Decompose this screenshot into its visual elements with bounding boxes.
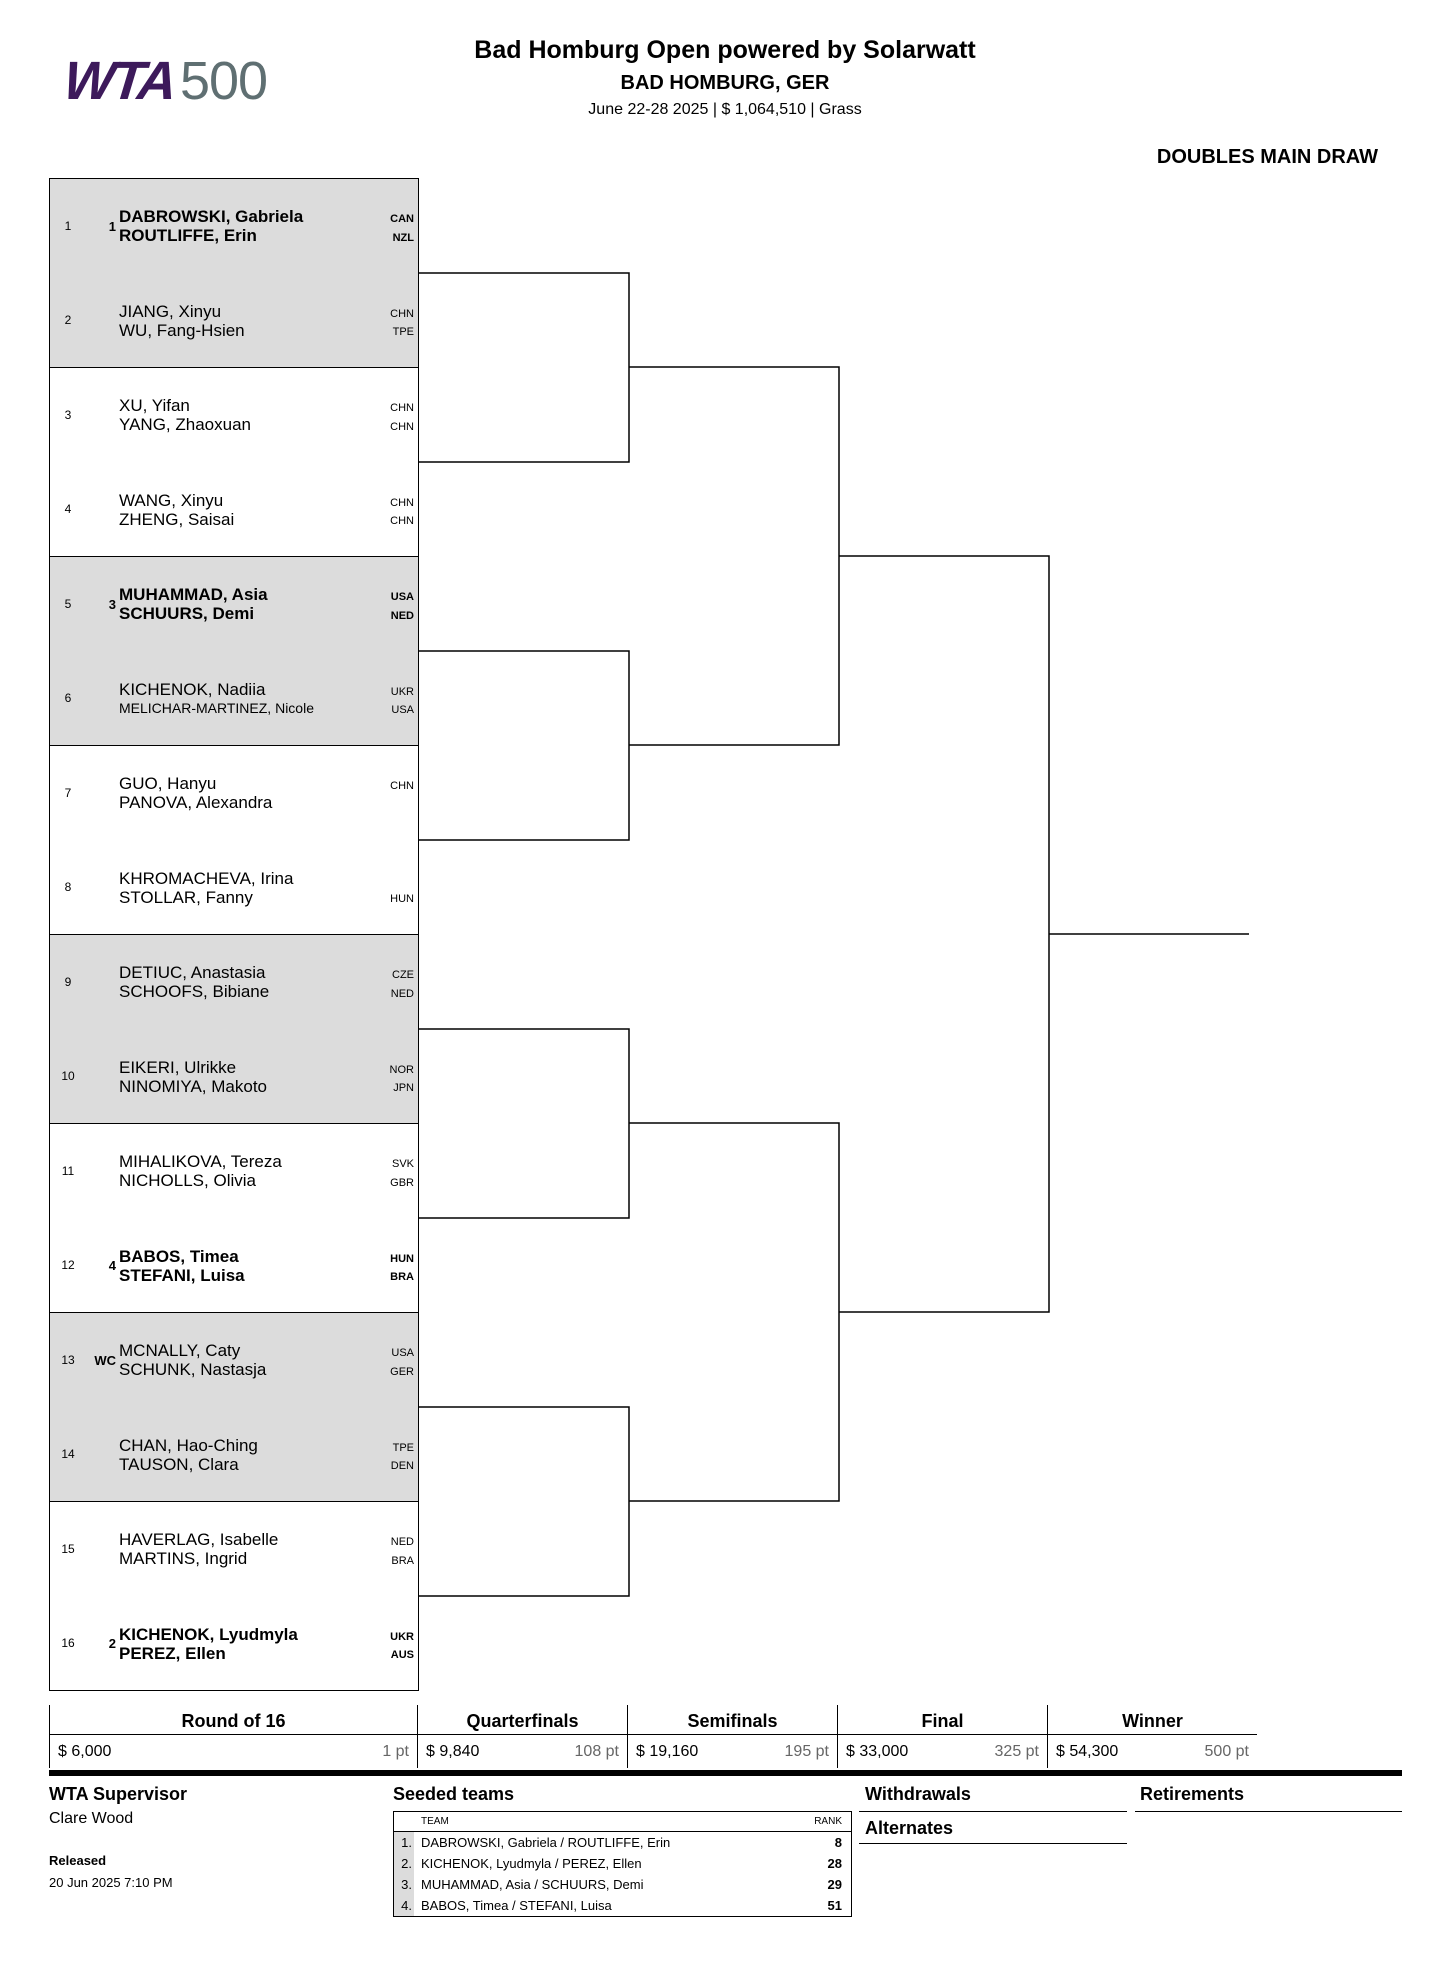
round-points: 195 pt <box>784 1743 829 1760</box>
country-1: CHN <box>390 780 414 792</box>
draw-position: 6 <box>64 691 72 706</box>
round-column <box>1047 1705 1257 1768</box>
round-name: Quarterfinals <box>466 1711 579 1731</box>
seeded-team-row <box>394 1895 851 1916</box>
player-2: ROUTLIFFE, Erin <box>119 226 257 245</box>
rank-column-header: RANK <box>814 1816 842 1827</box>
seeded-table-header <box>394 1812 851 1832</box>
seed-team: BABOS, Timea / STEFANI, Luisa <box>421 1898 612 1913</box>
sf-connector-2 <box>629 1123 839 1501</box>
alternates-underline <box>859 1843 1127 1844</box>
player-2: WU, Fang-Hsien <box>119 320 245 340</box>
round-column <box>417 1705 627 1768</box>
player-1: DABROWSKI, Gabriela <box>119 207 304 226</box>
draw-position: 9 <box>64 975 72 990</box>
country-2: CHN <box>390 515 414 527</box>
country-1: CHN <box>390 307 414 320</box>
country-2: TPE <box>392 326 414 338</box>
player-2: PEREZ, Ellen <box>119 1643 226 1663</box>
player-1: MCNALLY, Caty <box>119 1341 241 1360</box>
country-1: UKR <box>390 685 414 698</box>
seed-rank: 29 <box>827 1877 842 1892</box>
player-2: ZHENG, Saisai <box>119 509 235 529</box>
qf-connector-2 <box>419 651 629 840</box>
qf-connector-4 <box>419 1407 629 1596</box>
player-2: MELICHAR-MARTINEZ, Nicole <box>119 699 314 716</box>
draw-position: 8 <box>64 880 72 895</box>
round-points: 500 pt <box>1204 1743 1249 1760</box>
country-2: GBR <box>390 1176 414 1189</box>
draw-position: 13 <box>61 1353 75 1368</box>
alternates-label: Alternates <box>865 1818 954 1838</box>
player-1: CHAN, Hao-Ching <box>119 1435 258 1455</box>
player-1: DETIUC, Anastasia <box>119 963 266 982</box>
draw-position: 7 <box>64 786 72 801</box>
round-name: Winner <box>1122 1711 1183 1731</box>
bracket-lines <box>49 178 1249 1688</box>
round-column <box>49 1705 417 1768</box>
player-2: SCHOOFS, Bibiane <box>119 982 270 1001</box>
seed-number: 1 <box>108 218 116 234</box>
player-1: KHROMACHEVA, Irina <box>119 868 294 888</box>
round-column <box>837 1705 1047 1768</box>
rounds-table <box>49 1705 1402 1775</box>
player-1: XU, Yifan <box>119 396 190 415</box>
draw-position: 11 <box>61 1164 75 1179</box>
country-1: CAN <box>390 213 414 225</box>
seed-team: KICHENOK, Lyudmyla / PEREZ, Ellen <box>421 1856 642 1871</box>
country-2: NZL <box>392 231 414 244</box>
seeded-teams-label: Seeded teams <box>393 1784 515 1804</box>
logo-wta-text: WTA <box>60 51 178 111</box>
round-name: Semifinals <box>687 1711 778 1731</box>
draw-position: 1 <box>64 219 72 234</box>
player-1: EIKERI, Ulrikke <box>119 1057 237 1077</box>
round-prize: $ 33,000 <box>846 1743 909 1760</box>
country-1: SVK <box>391 1158 414 1170</box>
seed-rank: 28 <box>827 1856 842 1871</box>
country-2: BRA <box>391 1554 414 1567</box>
round-points: 1 pt <box>382 1743 409 1760</box>
seed-num: 4. <box>394 1895 414 1916</box>
player-1: WANG, Xinyu <box>119 490 224 510</box>
round-name: Final <box>921 1711 964 1731</box>
country-2: NED <box>390 609 414 622</box>
seed-rank: 51 <box>827 1898 842 1913</box>
seed-num: 1. <box>394 1832 414 1853</box>
country-1: NED <box>390 1536 414 1548</box>
round-name: Round of 16 <box>181 1711 286 1731</box>
draw-position: 12 <box>61 1258 75 1273</box>
country-2: JPN <box>393 1082 414 1094</box>
country-1: USA <box>390 591 414 603</box>
tournament-info: June 22-28 2025 | $ 1,064,510 | Grass <box>588 101 862 118</box>
draw-position: 15 <box>61 1542 75 1557</box>
country-2: GER <box>390 1365 414 1378</box>
logo-tier-text: 500 <box>179 51 268 111</box>
country-2: BRA <box>390 1271 414 1283</box>
seed-number: 3 <box>108 596 116 612</box>
draw-position: 4 <box>64 502 72 517</box>
player-1: KICHENOK, Lyudmyla <box>119 1624 298 1644</box>
round-prize: $ 19,160 <box>636 1743 699 1760</box>
round-prize: $ 9,840 <box>426 1743 480 1760</box>
withdrawals-label: Withdrawals <box>865 1784 971 1804</box>
released-date: 20 Jun 2025 7:10 PM <box>49 1875 173 1890</box>
player-2: TAUSON, Clara <box>119 1454 239 1474</box>
country-1: UKR <box>390 1630 414 1643</box>
country-1: USA <box>391 1347 414 1359</box>
player-1: BABOS, Timea <box>119 1246 239 1266</box>
country-2: DEN <box>390 1460 414 1472</box>
country-1: NOR <box>389 1063 414 1076</box>
team-column-header: TEAM <box>421 1816 449 1827</box>
seed-rank: 8 <box>834 1835 842 1850</box>
player-1: KICHENOK, Nadiia <box>119 679 266 699</box>
draw-position: 16 <box>61 1636 75 1651</box>
player-2: STEFANI, Luisa <box>119 1265 245 1285</box>
country-1: CHN <box>390 496 414 509</box>
country-2: NED <box>390 987 414 1000</box>
round-prize: $ 6,000 <box>58 1743 112 1760</box>
player-1: GUO, Hanyu <box>119 774 217 793</box>
divider <box>49 1770 1402 1776</box>
round-points: 325 pt <box>994 1743 1039 1760</box>
draw-position: 2 <box>64 313 72 328</box>
retirements-label: Retirements <box>1140 1784 1245 1804</box>
country-2: USA <box>391 704 414 716</box>
seeded-team-row <box>394 1874 851 1895</box>
retirements-underline <box>1135 1811 1402 1812</box>
supervisor-label: WTA Supervisor <box>49 1784 188 1804</box>
country-1: TPE <box>392 1441 414 1454</box>
released-label: Released <box>49 1853 107 1868</box>
supervisor-name: Clare Wood <box>49 1810 134 1827</box>
player-2: NINOMIYA, Makoto <box>119 1076 267 1096</box>
seed-team: MUHAMMAD, Asia / SCHUURS, Demi <box>421 1877 644 1892</box>
tournament-location: BAD HOMBURG, GER <box>620 72 830 94</box>
player-2: SCHUNK, Nastasja <box>119 1360 267 1379</box>
player-2: YANG, Zhaoxuan <box>119 415 251 434</box>
player-1: MIHALIKOVA, Tereza <box>119 1152 282 1171</box>
country-2: HUN <box>390 893 414 905</box>
country-2: AUS <box>390 1649 414 1661</box>
seed-num: 3. <box>394 1874 414 1895</box>
wildcard-badge: WC <box>94 1352 116 1368</box>
final-connector <box>839 556 1049 1312</box>
seed-team: DABROWSKI, Gabriela / ROUTLIFFE, Erin <box>421 1835 671 1850</box>
player-2: MARTINS, Ingrid <box>119 1549 248 1568</box>
player-1: JIANG, Xinyu <box>119 301 222 321</box>
tournament-title: Bad Homburg Open powered by Solarwatt <box>474 36 976 64</box>
seed-number: 2 <box>108 1635 116 1651</box>
player-2: PANOVA, Alexandra <box>119 793 273 812</box>
player-2: STOLLAR, Fanny <box>119 887 253 907</box>
round-column <box>627 1705 837 1768</box>
country-1: CZE <box>392 969 414 981</box>
qf-connector-1 <box>419 273 629 462</box>
seeded-team-row <box>394 1832 851 1853</box>
sf-connector-1 <box>629 367 839 745</box>
country-1: CHN <box>390 402 414 414</box>
qf-connector-3 <box>419 1029 629 1218</box>
player-1: MUHAMMAD, Asia <box>119 585 268 604</box>
seeded-teams-table <box>393 1811 852 1917</box>
draw-position: 5 <box>64 597 72 612</box>
draw-bracket <box>49 178 1249 1688</box>
draw-position: 10 <box>61 1069 75 1084</box>
seed-number: 4 <box>108 1257 116 1273</box>
draw-type: DOUBLES MAIN DRAW <box>1156 146 1378 168</box>
seeded-team-row <box>394 1853 851 1874</box>
player-1: HAVERLAG, Isabelle <box>119 1530 279 1549</box>
round-points: 108 pt <box>574 1743 619 1760</box>
draw-position: 3 <box>64 408 72 423</box>
seed-num: 2. <box>394 1853 414 1874</box>
player-2: NICHOLLS, Olivia <box>119 1171 256 1190</box>
round-prize: $ 54,300 <box>1056 1743 1119 1760</box>
country-2: CHN <box>390 420 414 433</box>
country-1: HUN <box>390 1252 414 1265</box>
draw-position: 14 <box>61 1447 75 1462</box>
withdrawals-underline <box>859 1811 1127 1812</box>
player-2: SCHUURS, Demi <box>119 604 255 623</box>
